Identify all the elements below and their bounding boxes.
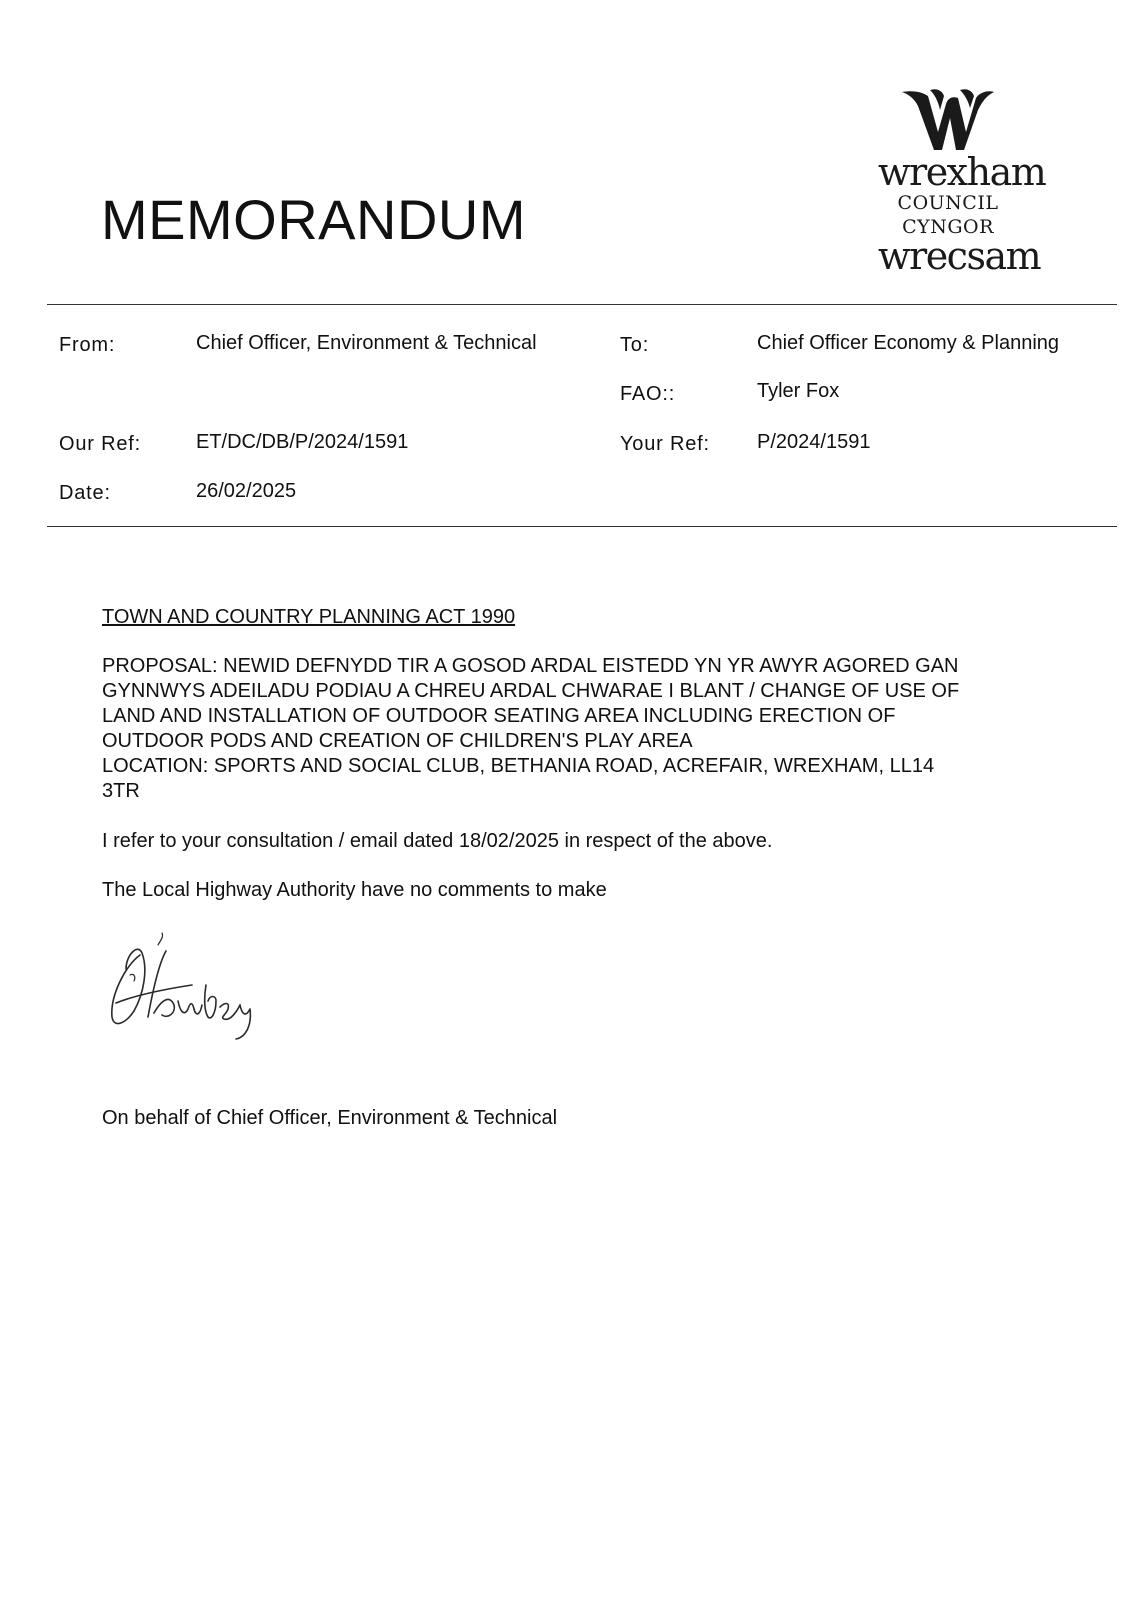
our-ref-value: ET/DC/DB/P/2024/1591 bbox=[196, 431, 409, 453]
from-value: Chief Officer, Environment & Technical bbox=[196, 332, 537, 354]
council-logo bbox=[878, 88, 1046, 278]
from-label: From: bbox=[59, 334, 116, 356]
memo-title: MEMORANDUM bbox=[101, 188, 526, 251]
logo-wordmark-wrexham: wrexham bbox=[878, 150, 1046, 194]
consultation-text: I refer to your consultation / email dated 18/02/2025 in respect of the above. bbox=[102, 830, 773, 852]
header-top-divider bbox=[47, 304, 1117, 305]
to-label: To: bbox=[620, 334, 650, 356]
location-line: 3TR bbox=[102, 780, 140, 802]
location-line: LOCATION: SPORTS AND SOCIAL CLUB, BETHANIA ROAD, ACREFAIR, WREXHAM, LL14 bbox=[102, 755, 935, 777]
proposal-line: GYNNWYS ADEILADU PODIAU A CHREU ARDAL CHWARAE I BLANT / CHANGE OF USE OF bbox=[102, 680, 960, 702]
your-ref-value: P/2024/1591 bbox=[757, 431, 871, 453]
logo-wordmark-council: COUNCIL bbox=[897, 192, 999, 214]
our-ref-label: Our Ref: bbox=[59, 433, 141, 455]
date-label: Date: bbox=[59, 482, 111, 504]
council-emblem-icon bbox=[900, 88, 996, 154]
proposal-paragraph bbox=[102, 654, 1032, 804]
proposal-line: PROPOSAL: NEWID DEFNYDD TIR A GOSOD ARDAL EISTEDD YN YR AWYR AGORED GAN bbox=[102, 655, 959, 677]
date-value: 26/02/2025 bbox=[196, 480, 297, 502]
header-bottom-divider bbox=[47, 526, 1117, 527]
fao-label: FAO:: bbox=[620, 383, 676, 405]
sign-off-text: On behalf of Chief Officer, Environment & Technical bbox=[102, 1107, 558, 1129]
logo-wordmark-cyngor: CYNGOR bbox=[902, 216, 994, 238]
to-value: Chief Officer Economy & Planning bbox=[757, 332, 1060, 354]
proposal-line: OUTDOOR PODS AND CREATION OF CHILDREN'S PLAY AREA bbox=[102, 730, 693, 752]
logo-wordmark-wrecsam: wrecsam bbox=[878, 234, 1041, 278]
fao-value: Tyler Fox bbox=[757, 380, 840, 402]
signature-image bbox=[96, 925, 276, 1045]
your-ref-label: Your Ref: bbox=[620, 433, 710, 455]
act-heading: TOWN AND COUNTRY PLANNING ACT 1990 bbox=[102, 606, 516, 628]
proposal-line: LAND AND INSTALLATION OF OUTDOOR SEATING AREA INCLUDING ERECTION OF bbox=[102, 705, 896, 727]
comment-text: The Local Highway Authority have no comments to make bbox=[102, 879, 607, 901]
